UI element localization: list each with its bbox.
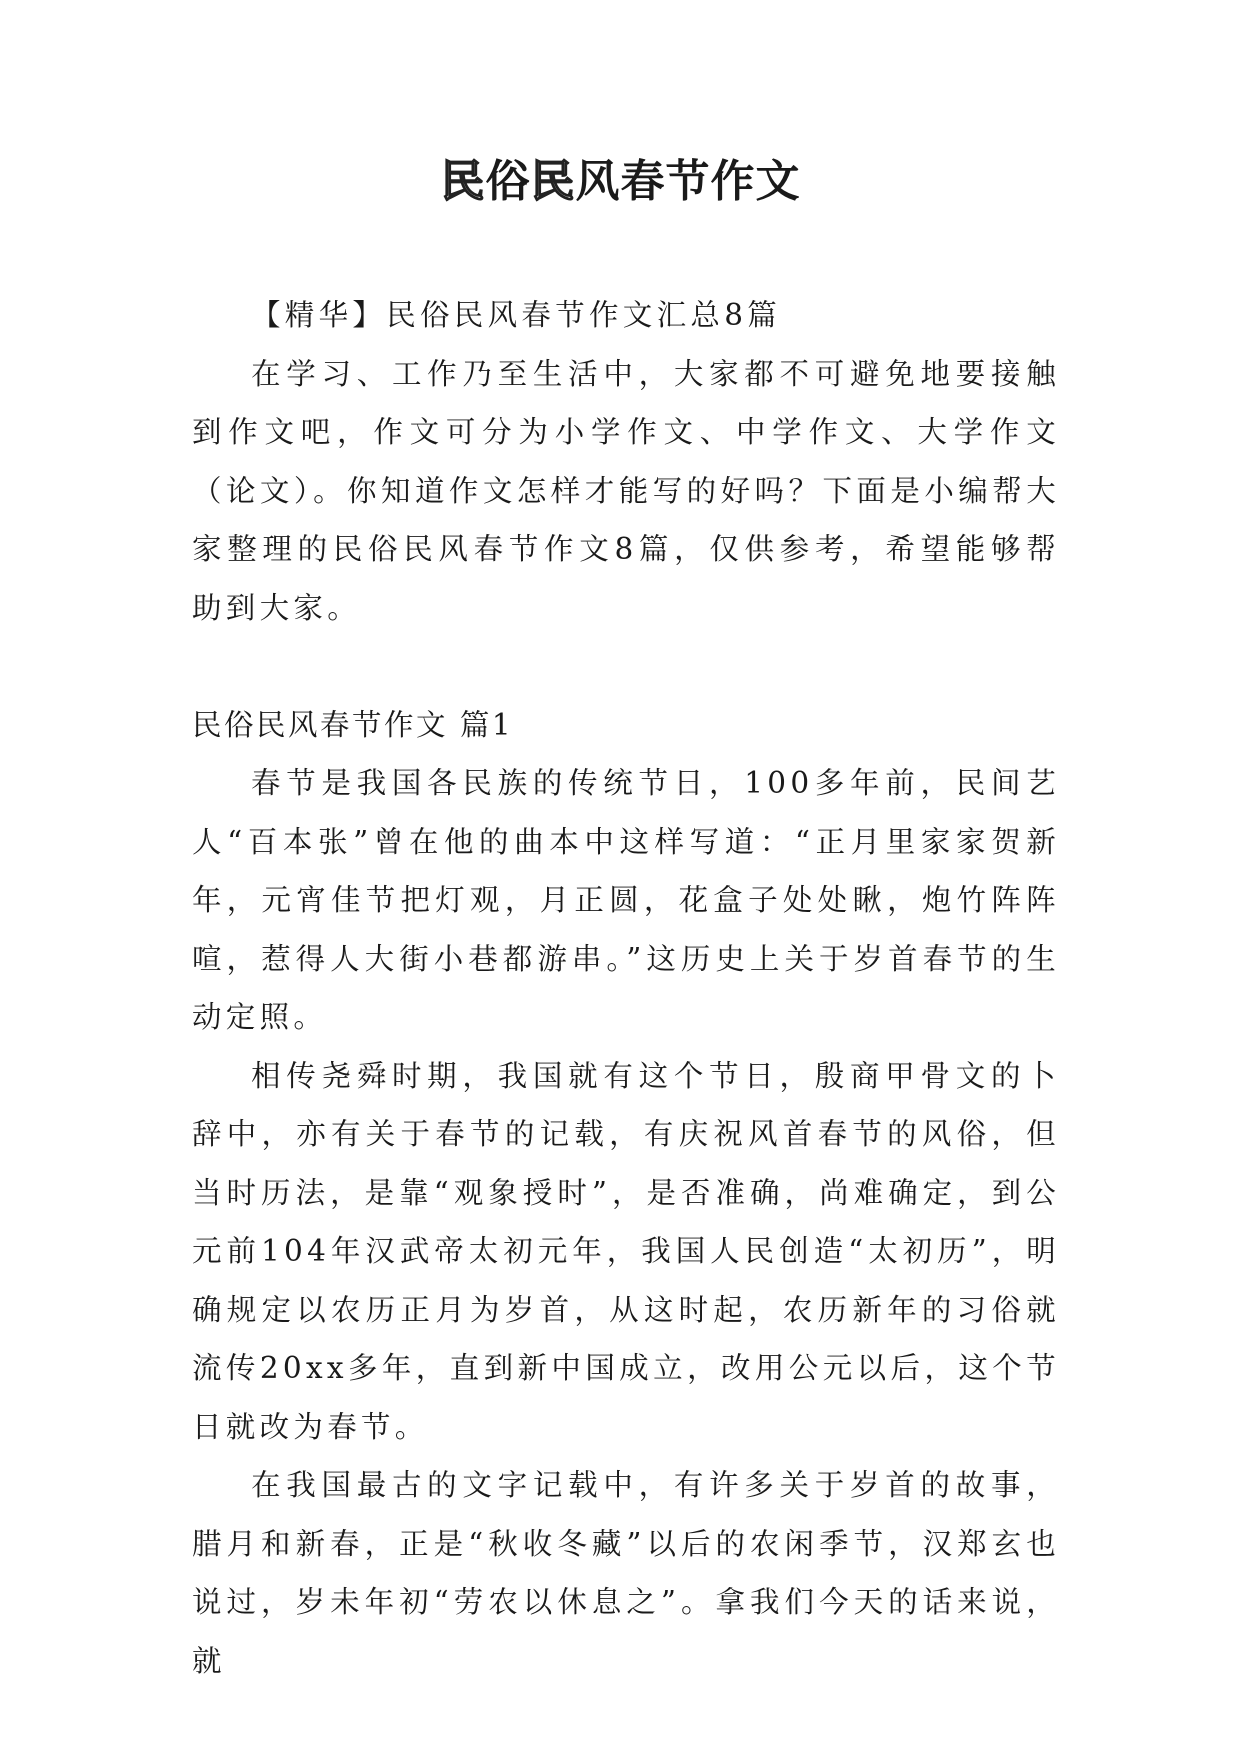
document-body xyxy=(192,286,1060,1690)
spacer xyxy=(192,637,1060,696)
title-char: 俗 xyxy=(485,156,531,207)
intro-heading: 【精华】民俗民风春节作文汇总8篇 xyxy=(251,298,782,332)
section-heading: 民俗民风春节作文 篇1 xyxy=(192,707,514,742)
title-char-outlined: 民 xyxy=(440,156,486,207)
body-paragraph-1: 春节是我国各民族的传统节日，100多年前，民间艺人“百本张”曾在他的曲本中这样写道：“正月里家家贺新年，元宵佳节把灯观，月正圆，花盒子处处瞅，炮竹阵阵喧，惹得人大街小巷都游串。”这历史上关于岁首春节的生动定照。 xyxy=(192,766,1060,1034)
body-paragraph-2: 相传尧舜时期，我国就有这个节日，殷商甲骨文的卜辞中，亦有关于春节的记载，有庆祝风首春节的风俗，但当时历法，是靠“观象授时”，是否准确，尚难确定，到公元前104年汉武帝太初元年，我国人民创造“太初历”，明确规定以农历正月为岁首，从这时起，农历新年的习俗就流传20xx多年，直到新中国成立，改用公元以后，这个节日就改为春节。 xyxy=(192,1058,1060,1444)
document-title xyxy=(0,152,1241,212)
intro-paragraph: 在学习、工作乃至生活中，大家都不可避免地要接触到作文吧，作文可分为小学作文、中学作文、大学作文（论文）。你知道作文怎样才能写的好吗？下面是小编帮大家整理的民俗民风春节作文8篇，仅供参考，希望能够帮助到大家。 xyxy=(192,356,1060,625)
title-char-outlined: 民 xyxy=(530,156,576,207)
body-paragraph-3: 在我国最古的文字记载中，有许多关于岁首的故事，腊月和新春，正是“秋收冬藏”以后的农闲季节，汉郑玄也说过，岁未年初“劳农以休息之”。拿我们今天的话来说，就 xyxy=(192,1468,1060,1678)
title-rest: 风春节作文 xyxy=(575,156,801,207)
